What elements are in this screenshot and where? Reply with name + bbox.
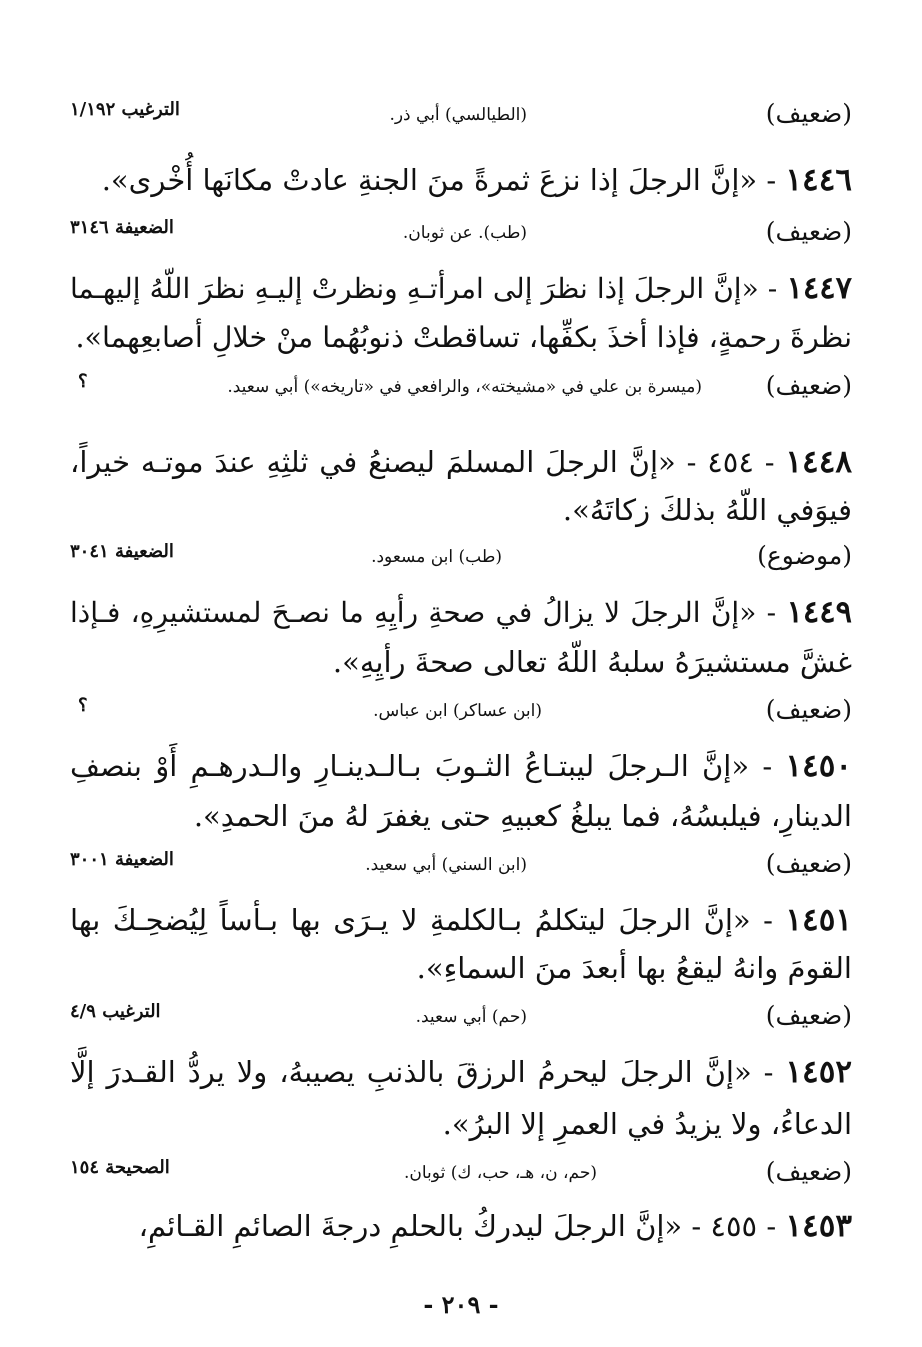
hadith-number: ١٤٥١	[785, 902, 853, 938]
hadith-line	[70, 1052, 852, 1092]
grading-row	[70, 998, 852, 1036]
hadith-line-continued: غشَّ مستشيرَهُ سلبهُ اللّهُ تعالى صحةَ رأيِهِ».	[332, 645, 852, 679]
hadith-line-continued: فيوَفي اللّهُ بذلكَ زكاتَهُ».	[562, 493, 852, 527]
hadith-text: - ٤٥٥ - «إنَّ الرجلَ ليدركُ بالحلمِ درجةَ الصائمِ القـائمِ،	[138, 1209, 777, 1243]
grade-label: (ضعيف)	[765, 99, 852, 128]
source-citation: (طب) ابن مسعود.	[371, 547, 502, 567]
page-number: - ٢٠٩ -	[423, 1290, 499, 1319]
hadith-line	[70, 1206, 852, 1246]
grade-label: (موضوع)	[757, 541, 852, 570]
grade-label: (ضعيف)	[765, 1001, 852, 1030]
hadith-number: ١٤٤٩	[786, 594, 852, 630]
hadith-line	[70, 746, 852, 786]
reference: الضعيفة ٣٠٤١	[70, 541, 174, 562]
reference: الترغيب ٤/٩	[70, 1001, 161, 1022]
hadith-number: ١٤٥٠	[785, 748, 852, 784]
hadith-line	[70, 900, 852, 940]
grading-row	[70, 368, 852, 406]
grading-row	[70, 1154, 852, 1192]
source-citation: (طب). عن ثوبان.	[402, 223, 527, 243]
reference: الضعيفة ٣٠٠١	[70, 849, 174, 870]
hadith-text: - «إنَّ الرجلَ إذا نظرَ إلى امرأتـهِ ونظرتْ إليـهِ نظرَ اللّهُ إليهـما	[70, 272, 778, 305]
grading-row	[70, 846, 852, 884]
hadith-line-continued: الدعاءُ، ولا يزيدُ في العمرِ إلا البرُ».	[442, 1107, 852, 1141]
hadith-text: - «إنَّ الـرجلَ ليبتـاعُ الثـوبَ بـالـدينـارِ والـدرهـمِ أَوْ بنصفِ	[70, 749, 773, 783]
hadith-text: - «إنَّ الرجلَ إذا نزعَ ثمرةً منَ الجنةِ عادتْ مكانَها أُخْرى».	[101, 163, 777, 197]
hadith-text: - «إنَّ الرجلَ ليتكلمُ بـالكلمةِ لا يـرَى بها بـأساً لِيُضحِـكَ بها	[70, 903, 773, 937]
reference: الضعيفة ٣١٤٦	[70, 217, 174, 238]
hadith-line-continued: الدينارِ، فيلبسُهُ، فما يبلغُ كعبيهِ حتى يغفرَ لهُ منَ الحمدِ».	[193, 799, 852, 833]
hadith-text: - «إنَّ الرجلَ ليحرمُ الرزقَ بالذنبِ يصيبهُ، ولا يردُّ القـدرَ إلَّا	[70, 1055, 774, 1089]
hadith-number: ١٤٥٣	[785, 1208, 852, 1244]
hadith-line	[70, 268, 852, 309]
grade-label: (ضعيف)	[765, 849, 852, 878]
hadith-line-continued: القومَ وانهُ ليقعُ بها أبعدَ منَ السماءِ».	[416, 951, 852, 985]
hadith-number: ١٤٥٢	[785, 1054, 853, 1090]
grade-label: (ضعيف)	[765, 217, 852, 246]
grading-row	[70, 96, 852, 134]
hadith-line	[70, 592, 852, 633]
grade-label: (ضعيف)	[765, 371, 852, 400]
hadith-line-continued: نظرةَ رحمةٍ، فإذا أخذَ بكفِّها، تساقطتْ ذنوبُهُما منْ خلالِ أصابعِهما».	[75, 321, 852, 354]
grade-label: (ضعيف)	[765, 695, 852, 724]
hadith-line	[70, 442, 852, 482]
source-citation: (الطيالسي) أبي ذر.	[389, 105, 527, 125]
hadith-line	[70, 160, 852, 200]
source-citation: (حم، ن، هـ، حب، ك) ثوبان.	[403, 1163, 597, 1183]
grade-label: (ضعيف)	[765, 1157, 852, 1186]
hadith-number: ١٤٤٦	[785, 162, 852, 198]
source-citation: (ابن عساكر) ابن عباس.	[373, 701, 542, 721]
reference: الترغيب ١/١٩٢	[70, 99, 180, 120]
reference: ؟	[78, 371, 88, 392]
hadith-text: - «إنَّ الرجلَ لا يزالُ في صحةِ رأيِهِ ما نصـحَ لمستشيرِهِ، فـإذا	[70, 596, 777, 629]
source-citation: (حم) أبي سعيد.	[415, 1007, 527, 1027]
source-citation: (ابن السني) أبي سعيد.	[365, 855, 527, 875]
hadith-number: ١٤٤٧	[786, 270, 853, 306]
reference: الصحيحة ١٥٤	[70, 1157, 170, 1178]
source-citation: (ميسرة بن علي في «مشيخته»، والرافعي في «تاريخه») أبي سعيد.	[227, 377, 702, 397]
grading-row	[70, 692, 852, 730]
hadith-number: ١٤٤٨	[785, 444, 852, 480]
reference: ؟	[78, 695, 88, 716]
grading-row	[70, 214, 852, 252]
hadith-text: - ٤٥٤ - «إنَّ الرجلَ المسلمَ ليصنعُ في ثلثِهِ عندَ موتـه خيراً،	[70, 445, 775, 479]
grading-row	[70, 538, 852, 576]
